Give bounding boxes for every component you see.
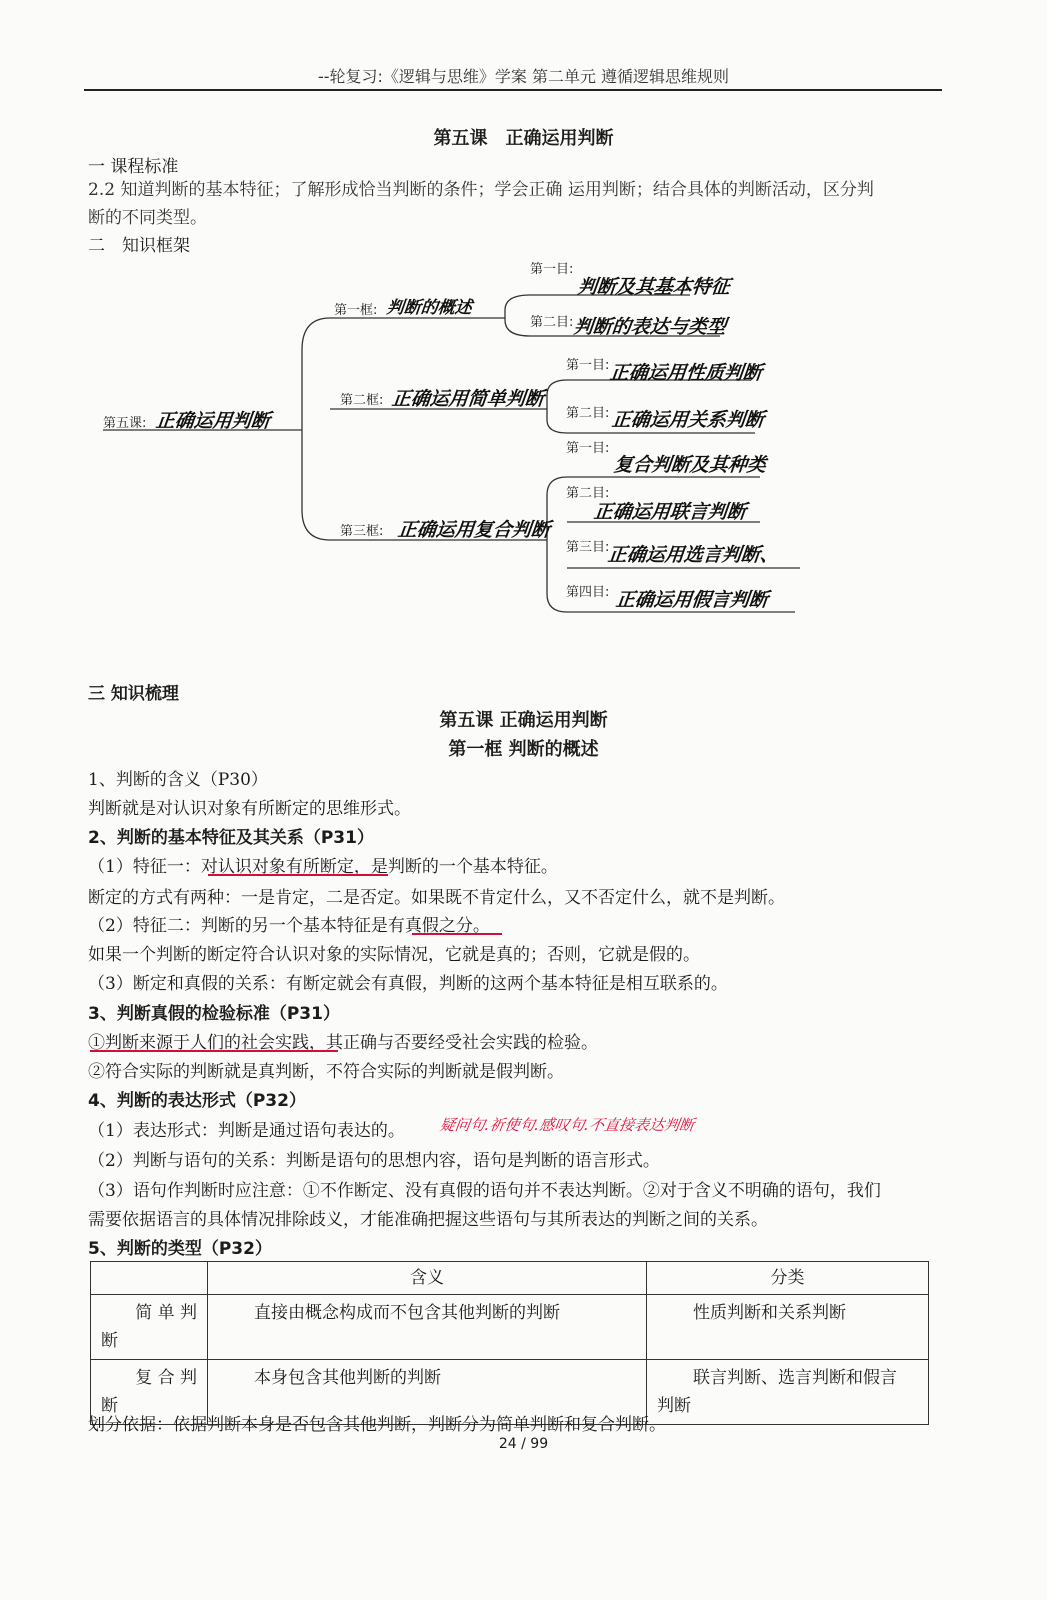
p2-line3: （2）特征二：判断的另一个基本特征是有真假之分。 xyxy=(88,916,490,936)
frame2-hand: 正确运用简单判断 xyxy=(390,388,546,410)
p2-line1: （1）特征一：对认识对象有所断定，是判断的一个基本特征。 xyxy=(88,857,558,877)
table-cell-type: 复 合 判 断 xyxy=(91,1360,208,1425)
table-cell-class: 联言判断、选言判断和假言 判断 xyxy=(647,1360,929,1425)
f1-item1-hand: 判断及其基本特征 xyxy=(576,276,732,298)
root-bracket xyxy=(302,318,330,540)
framework-diagram xyxy=(0,0,1047,700)
p1-text: 判断就是对认识对象有所断定的思维形式。 xyxy=(88,799,411,819)
classification-basis: 划分依据：依据判断本身是否包含其他判断，判断分为简单判断和复合判断。 xyxy=(88,1415,666,1435)
section-course-standard-title: 一 课程标准 xyxy=(88,157,179,177)
p2-line5: （3）断定和真假的关系：有断定就会有真假，判断的这两个基本特征是相互联系的。 xyxy=(88,974,728,994)
f3-item3-label: 第三目: xyxy=(566,540,610,555)
p3-title: 3、判断真假的检验标准（P31） xyxy=(88,1004,340,1024)
p2-line4: 如果一个判断的断定符合认识对象的实际情况，它就是真的；否则，它就是假的。 xyxy=(88,945,700,965)
f3-item1-label: 第一目: xyxy=(566,441,610,456)
f1-item2-hand: 判断的表达与类型 xyxy=(572,316,728,338)
course-standard-line2: 断的不同类型。 xyxy=(88,208,207,228)
frame1-hand: 判断的概述 xyxy=(385,298,473,318)
f3-item2-hand: 正确运用联言判断 xyxy=(592,501,748,523)
f3-item1-hand: 复合判断及其种类 xyxy=(612,454,768,476)
f1-item1-label: 第一目: xyxy=(530,262,574,277)
table-cell-meaning: 本身包含其他判断的判断 xyxy=(208,1360,647,1425)
p3-line1: ①判断来源于人们的社会实践，其正确与否要经受社会实践的检验。 xyxy=(88,1033,598,1053)
table-cell-meaning: 直接由概念构成而不包含其他判断的判断 xyxy=(208,1295,647,1360)
table-cell-type: 简 单 判 断 xyxy=(91,1295,208,1360)
f3-item3-hand: 正确运用选言判断、 xyxy=(606,544,781,566)
frame1-label: 第一框: xyxy=(334,303,378,318)
f2-item2-hand: 正确运用关系判断 xyxy=(610,409,766,431)
f2-item2-label: 第二目: xyxy=(566,406,610,421)
frame2-label: 第二框: xyxy=(340,393,384,408)
course-standard-line1: 2.2 知道判断的基本特征；了解形成恰当判断的条件；学会正确 运用判断；结合具体的判断活动，区分判 xyxy=(88,180,874,200)
underline-red-1 xyxy=(208,874,388,876)
p2-line2: 断定的方式有两种：一是肯定，二是否定。如果既不肯定什么，又不否定什么，就不是判断。 xyxy=(88,888,785,908)
table-row xyxy=(91,1295,929,1360)
section-knowledge-title: 三 知识梳理 xyxy=(88,684,179,704)
f2-item1-hand: 正确运用性质判断 xyxy=(608,362,764,384)
underline-red-3 xyxy=(90,1050,338,1052)
p1-title: 1、判断的含义（P30） xyxy=(88,770,268,790)
lesson-heading: 第五课 正确运用判断 xyxy=(439,710,608,731)
page-number: 24 / 99 xyxy=(498,1436,549,1452)
table-header-row xyxy=(91,1262,929,1295)
p5-title: 5、判断的类型（P32） xyxy=(88,1239,272,1259)
p3-line2: ②符合实际的判断就是真判断，不符合实际的判断就是假判断。 xyxy=(88,1062,564,1082)
table-header-meaning: 含义 xyxy=(208,1262,647,1295)
p4-line2: （2）判断与语句的关系：判断是语句的思想内容，语句是判断的语言形式。 xyxy=(88,1151,660,1171)
judgment-types-table xyxy=(90,1261,929,1425)
f3-item2-label: 第二目: xyxy=(566,486,610,501)
root-hand: 正确运用判断 xyxy=(154,410,272,432)
frame-heading: 第一框 判断的概述 xyxy=(448,739,599,760)
f3-item4-label: 第四目: xyxy=(566,585,610,600)
p2-title: 2、判断的基本特征及其关系（P31） xyxy=(88,828,374,848)
frame1-bracket xyxy=(505,295,530,336)
frame3-label: 第三框: xyxy=(340,524,384,539)
frame2-bracket xyxy=(547,380,567,433)
table-cell-class: 性质判断和关系判断 xyxy=(647,1295,929,1360)
p4-handwritten-note: 疑问句.祈使句.感叹句.不直接表达判断 xyxy=(438,1116,696,1134)
underline-red-2 xyxy=(412,933,502,935)
table-header-blank xyxy=(91,1262,208,1295)
p4-line3: （3）语句作判断时应注意：①不作断定、没有真假的语句并不表达判断。②对于含义不明确的语句，我们 xyxy=(88,1181,881,1201)
p4-line4: 需要依据语言的具体情况排除歧义，才能准确把握这些语句与其所表达的判断之间的关系。 xyxy=(88,1210,768,1230)
table-header-class: 分类 xyxy=(647,1262,929,1295)
section-framework-title: 二 知识框架 xyxy=(88,236,190,256)
f1-item2-label: 第二目: xyxy=(530,315,574,330)
p4-title: 4、判断的表达形式（P32） xyxy=(88,1091,306,1111)
frame3-hand: 正确运用复合判断 xyxy=(396,519,552,541)
running-header: --轮复习:《逻辑与思维》学案 第二单元 遵循逻辑思维规则 xyxy=(317,67,730,86)
lesson-title: 第五课 正确运用判断 xyxy=(433,128,614,149)
p4-line1: （1）表达形式：判断是通过语句表达的。 xyxy=(88,1121,405,1141)
frame3-bracket xyxy=(547,477,567,612)
f3-item4-hand: 正确运用假言判断 xyxy=(614,589,770,611)
f2-item1-label: 第一目: xyxy=(566,358,610,373)
root-label: 第五课: xyxy=(103,416,147,431)
